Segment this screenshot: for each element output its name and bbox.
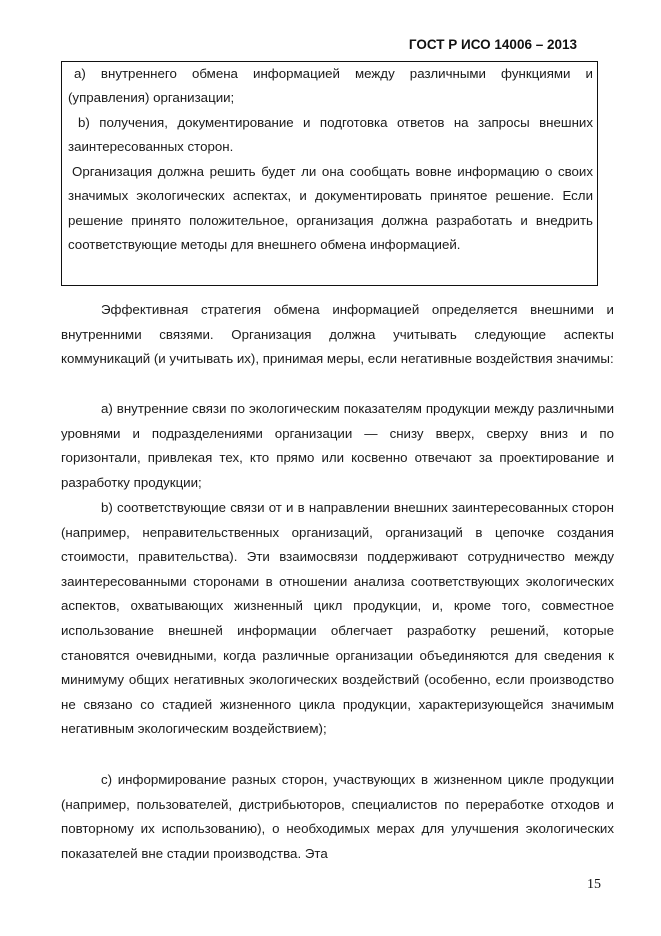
box-note: Организация должна решить будет ли она сообщать вовне информацию о своих значимых экологических аспектах, и документировать принятое решение. Если решение принято положительное, организация должна разработать и внедрить соответствующие методы для внешнего обмена информацией. <box>68 164 593 253</box>
framed-text-box <box>61 61 598 286</box>
list-item-b: b) соответствующие связи от и в направлении внешних заинтересованных сторон (например, неправительственных организаций, организаций в цепочке создания стоимости, правительства). Эти взаимосвязи поддерживают сотрудничество между заинтересованными сторонами в отношении анализа соответствующих экологических аспектов, охватывающих жизненный цикл продукции, и, кроме того, совместное использование внешней информации облегчает разработку решений, которые становятся очевидными, когда различные организации объединяются для сведения к минимуму общих негативных экологических воздействий (особенно, если производство не связано со стадией жизненного цикла продукции, характеризующейся значимым негативным экологическим воздействием); <box>61 500 614 737</box>
page-number: 15 <box>587 877 601 892</box>
list-item-c: с) информирование разных сторон, участвующих в жизненном цикле продукции (например, пользователей, дистрибьюторов, специалистов по переработке отходов и повторному их использованию), о необходимых мерах для улучшения экологических показателей вне стадии производства. Эта <box>61 772 614 861</box>
document-header: ГОСТ Р ИСО 14006 – 2013 <box>408 37 577 52</box>
box-item-a: а) внутреннего обмена информацией между различными функциями и (управления) организации; <box>68 66 593 106</box>
list-item-a: а) внутренние связи по экологическим показателям продукции между различными уровнями и подразделениями организации — снизу вверх, сверху вниз и по горизонтали, привлекая тех, кто прямо или косвенно отвечают за проектирование и разработку продукции; <box>61 401 614 490</box>
box-item-b: b) получения, документирование и подготовка ответов на запросы внешних заинтересованных сторон. <box>68 115 593 155</box>
intro-paragraph: Эффективная стратегия обмена информацией определяется внешними и внутренними связями. Организация должна учитывать следующие аспекты коммуникаций (и учитывать их), принимая меры, если негативные воздействия значимы: <box>61 302 614 367</box>
